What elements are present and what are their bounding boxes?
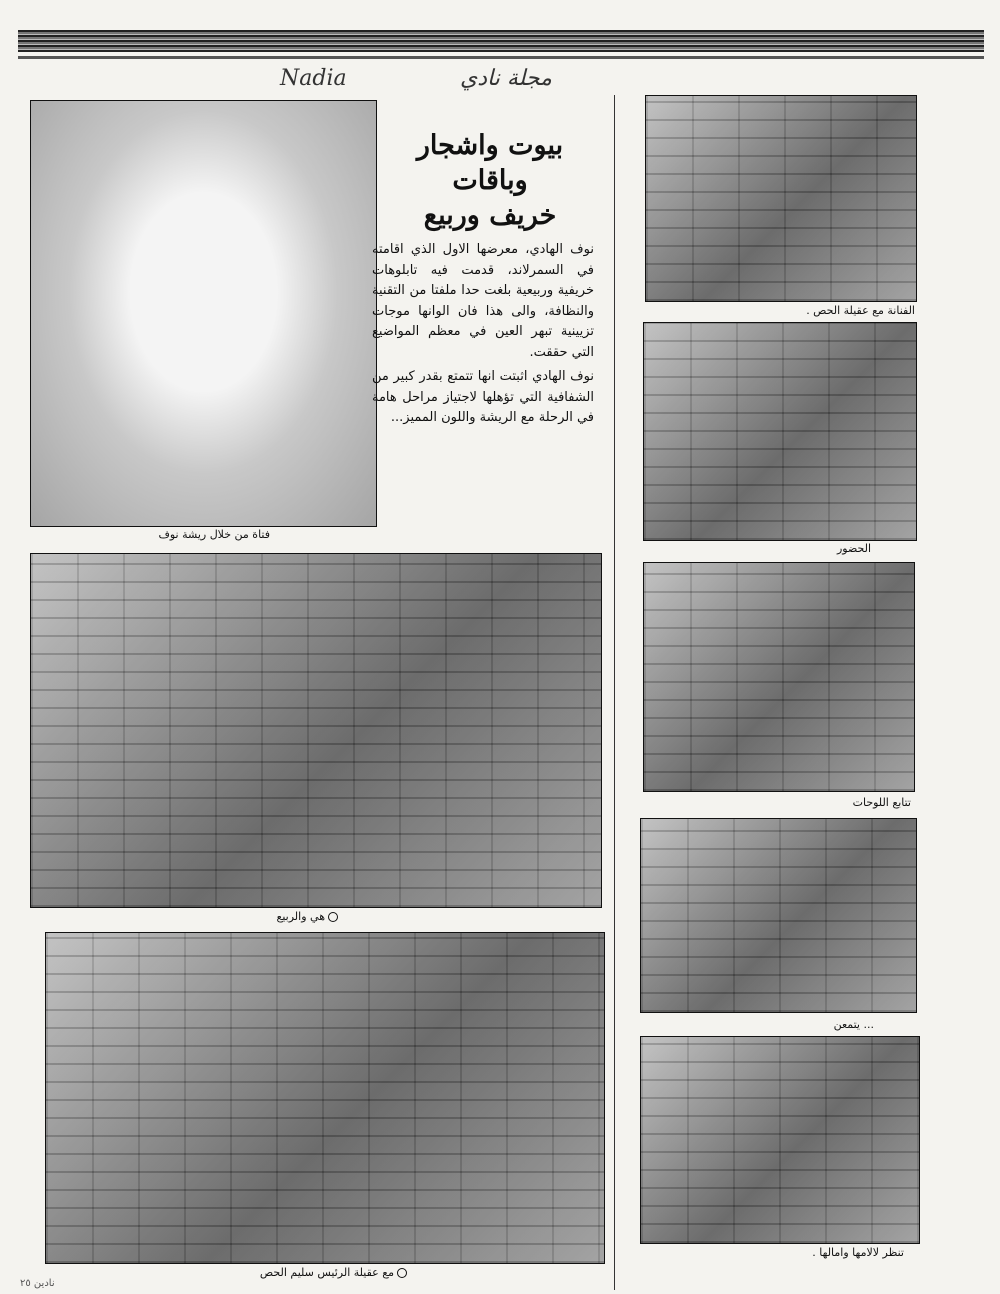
top-rule-band [18,30,984,52]
column-divider [614,95,615,1290]
handwritten-note-latin: Nadia [280,66,347,91]
caption-contemplates: ... يتمعن [833,1018,874,1031]
caption-audience: الحضور [836,542,871,555]
caption-spring-text: هي والربيع [276,910,325,923]
caption-artist-with-wife: الفنانة مع عقيلة الحص . [806,304,915,317]
photo-looks [640,1036,920,1244]
photo-contemplates [640,818,917,1013]
article-title [390,128,590,233]
caption-following-paintings: تتابع اللوحات [852,796,911,809]
portrait-illustration [30,100,377,527]
photo-with-wife [45,932,605,1264]
bullet-circle-icon [328,912,338,922]
caption-with-wife-text: مع عقيلة الرئيس سليم الحص [259,1266,394,1279]
title-line-1: بيوت واشجار [416,130,564,161]
photo-following-paintings [643,562,915,792]
top-rule-line [18,56,984,59]
title-line-3: خريف وربيع [423,200,557,231]
caption-with-wife [45,1266,407,1279]
article-body [372,240,594,429]
title-line-2: وباقات [452,165,528,196]
handwritten-note-arabic: مجلة نادي [460,66,552,91]
bullet-circle-icon [397,1268,407,1278]
photo-spring [30,553,602,908]
caption-spring [30,910,338,923]
article-paragraph-1: نوف الهادي، معرضها الاول الذي اقامته في السمرلاند، قدمت فيه تابلوهات خريفية وربيعية بلغت حدا ملفتا من التقنية والنظافة، والى هذا فان الوانها موجات تزيينية تبهر العين في معظم المواضيع التي حققت. [372,242,594,360]
caption-portrait: فتاة من خلال ريشة نوف [158,528,270,541]
photo-audience [643,322,917,541]
caption-looks: تنظر لالامها وامالها . [812,1246,904,1259]
photo-artist-with-wife [645,95,917,302]
article-paragraph-2: نوف الهادي اثبتت انها تتمتع بقدر كبير من الشفافية التي تؤهلها لاجتياز مراحل هامة في الرحلة مع الريشة واللون المميز... [372,369,594,425]
page-number: نادين ٢٥ [20,1278,55,1289]
